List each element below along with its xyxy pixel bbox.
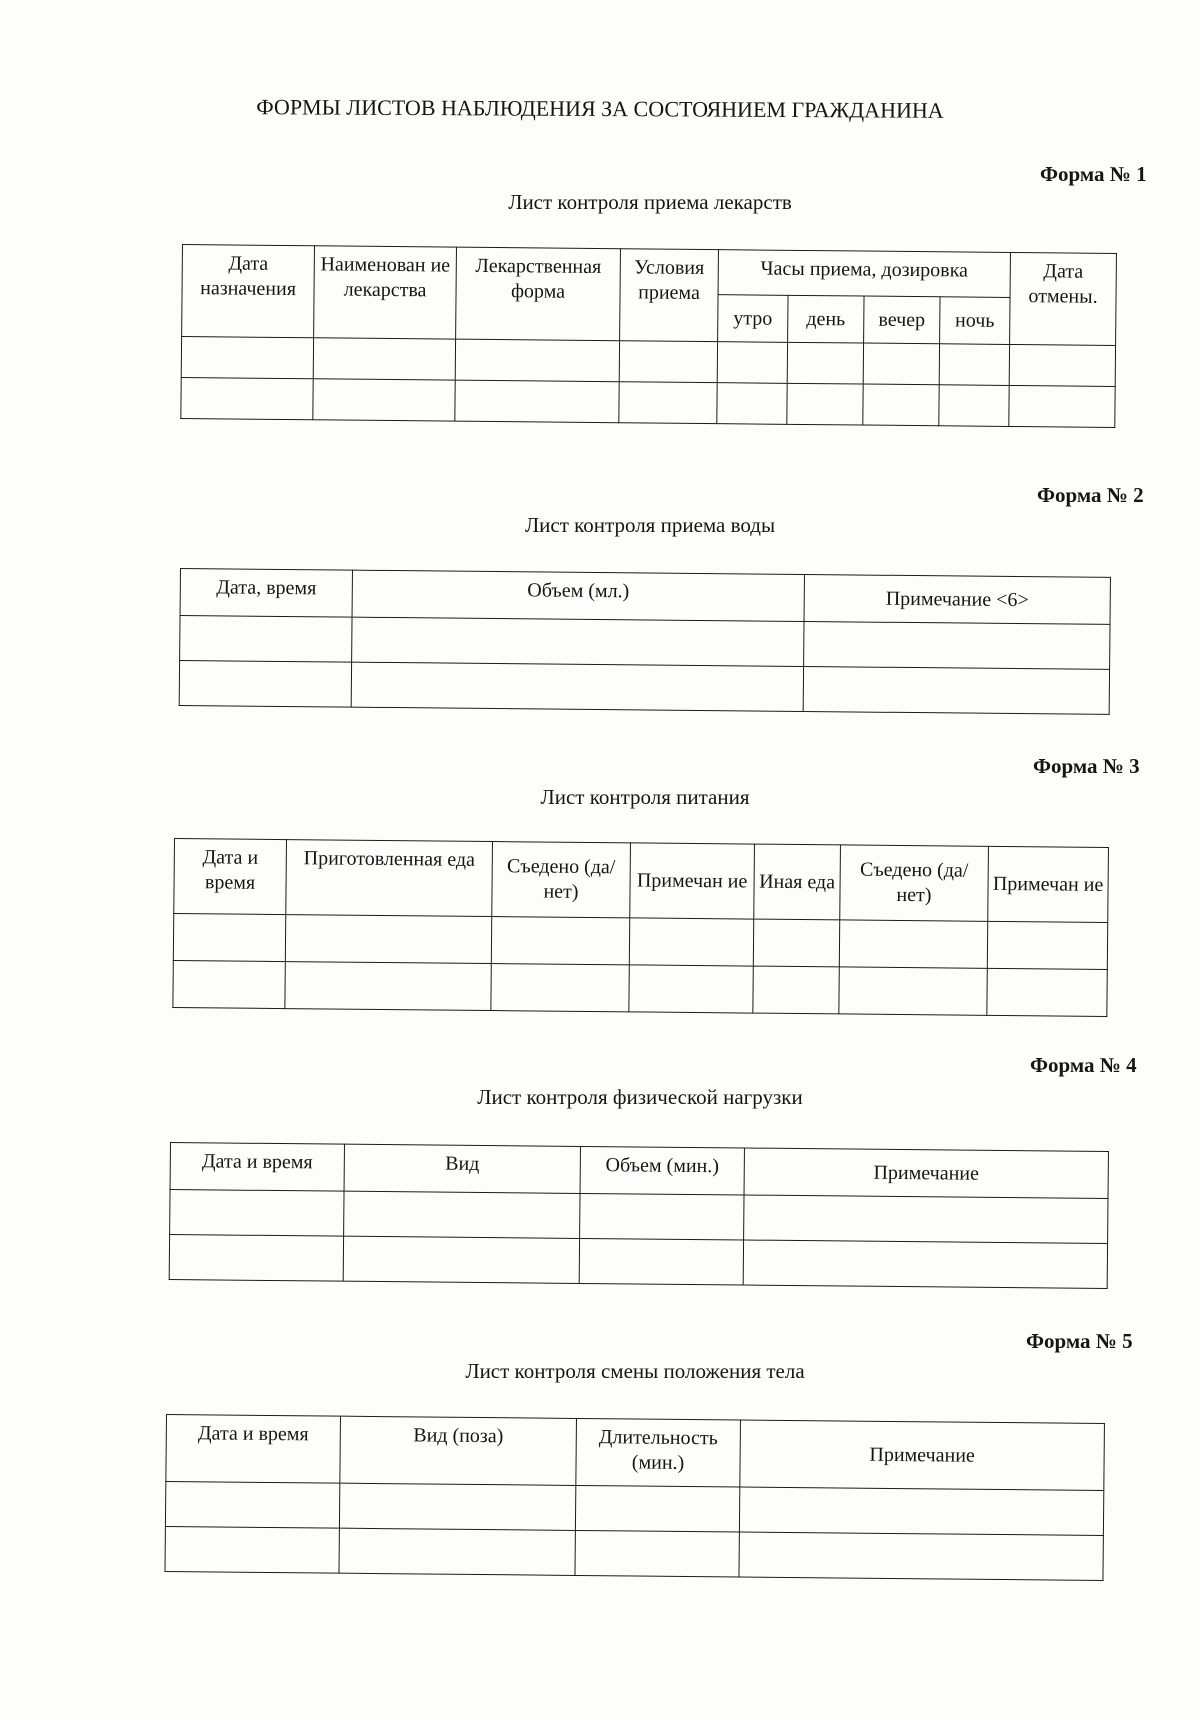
header-cell: Длительность (мин.) <box>576 1418 741 1487</box>
table-cell[interactable] <box>839 920 987 968</box>
table-row <box>179 661 1109 715</box>
form-2-number: Форма № 2 <box>1037 483 1144 507</box>
form-2-table <box>179 568 1111 715</box>
table-cell[interactable] <box>313 379 455 421</box>
table-cell[interactable] <box>744 1195 1108 1243</box>
table-cell[interactable] <box>987 921 1107 969</box>
subheader-cell: вечер <box>864 296 940 344</box>
table-cell[interactable] <box>804 621 1110 669</box>
header-cell: Дата и время <box>174 839 287 915</box>
table-cell[interactable] <box>179 661 351 708</box>
table-cell[interactable] <box>863 343 939 385</box>
table-cell[interactable] <box>717 383 787 425</box>
header-cell: Съедено (да/нет) <box>492 842 631 918</box>
header-cell: Дата назначения <box>182 245 315 338</box>
table-cell[interactable] <box>165 1526 339 1573</box>
table-cell[interactable] <box>343 1236 579 1283</box>
header-cell: Вид <box>344 1144 580 1193</box>
form-5-table <box>164 1414 1104 1581</box>
table-cell[interactable] <box>939 385 1009 427</box>
table-cell[interactable] <box>619 341 717 383</box>
header-cell: Дата, время <box>180 569 352 618</box>
subheader-cell: утро <box>718 295 788 343</box>
table-cell[interactable] <box>165 1482 339 1529</box>
table-cell[interactable] <box>739 1532 1103 1580</box>
table-cell[interactable] <box>170 1190 344 1237</box>
header-cell: Наименован ие лекарства <box>314 246 457 339</box>
table-cell[interactable] <box>285 915 491 964</box>
table-cell[interactable] <box>575 1530 739 1577</box>
table-cell[interactable] <box>629 965 753 1013</box>
table-cell[interactable] <box>579 1238 743 1285</box>
header-cell: Примечание <box>744 1148 1108 1198</box>
table-row <box>165 1526 1103 1580</box>
table-cell[interactable] <box>787 383 863 425</box>
header-cell: Дата отмены. <box>1010 252 1117 345</box>
table-cell[interactable] <box>491 917 629 965</box>
header-cell: Дата и время <box>166 1415 341 1484</box>
header-cell: Лекарственная форма <box>456 247 621 341</box>
form-3-number: Форма № 3 <box>1033 754 1140 778</box>
page-title: ФОРМЫ ЛИСТОВ НАБЛЮДЕНИЯ ЗА СОСТОЯНИЕМ ГРАЖДАНИНА <box>256 94 944 123</box>
table-cell[interactable] <box>351 662 803 711</box>
table-cell[interactable] <box>717 342 787 384</box>
table-cell[interactable] <box>455 339 619 382</box>
table-cell[interactable] <box>839 967 987 1015</box>
subheader-cell: день <box>788 295 864 343</box>
form-1-number: Форма № 1 <box>1040 162 1147 186</box>
table-cell[interactable] <box>181 337 313 379</box>
table-cell[interactable] <box>939 344 1009 386</box>
table-cell[interactable] <box>344 1191 580 1238</box>
form-4-table <box>169 1142 1109 1289</box>
table-cell[interactable] <box>629 918 753 966</box>
header-cell: Примечан ие <box>988 846 1109 922</box>
form-5-number: Форма № 5 <box>1026 1329 1133 1353</box>
table-cell[interactable] <box>575 1485 739 1532</box>
form-2-title: Лист контроля приема воды <box>524 513 776 537</box>
header-cell: Примечан ие <box>630 843 755 919</box>
header-cell: Примечание <6> <box>804 574 1110 624</box>
table-row <box>173 960 1107 1016</box>
table-cell[interactable] <box>339 1528 575 1575</box>
header-cell: Условия приема <box>620 249 719 342</box>
header-cell: Объем (мин.) <box>580 1146 744 1195</box>
table-cell[interactable] <box>181 377 313 419</box>
table-cell[interactable] <box>1009 344 1115 386</box>
header-cell: Часы приема, дозировка <box>718 250 1010 298</box>
header-cell: Примечание <box>740 1420 1105 1490</box>
header-cell: Съедено (да/нет) <box>840 845 989 921</box>
header-cell: Объем (мл.) <box>352 570 804 621</box>
header-cell: Иная еда <box>754 844 841 920</box>
table-cell[interactable] <box>491 964 629 1012</box>
header-cell: Дата и время <box>170 1143 344 1192</box>
form-3-table <box>172 838 1109 1017</box>
table-cell[interactable] <box>580 1193 744 1240</box>
form-4-number: Форма № 4 <box>1030 1053 1137 1077</box>
table-cell[interactable] <box>753 966 839 1014</box>
table-cell[interactable] <box>455 380 619 423</box>
table-cell[interactable] <box>285 962 491 1011</box>
table-cell[interactable] <box>619 382 717 424</box>
table-row <box>181 377 1115 427</box>
form-1-title: Лист контроля приема лекарств <box>508 190 792 214</box>
table-cell[interactable] <box>352 617 804 666</box>
header-cell: Вид (поза) <box>340 1416 577 1485</box>
table-cell[interactable] <box>180 616 352 663</box>
table-cell[interactable] <box>753 919 839 967</box>
table-cell[interactable] <box>739 1487 1103 1535</box>
subheader-cell: ночь <box>940 297 1010 345</box>
form-4-title: Лист контроля физической нагрузки <box>477 1085 803 1109</box>
table-row <box>169 1235 1107 1289</box>
table-cell[interactable] <box>1009 385 1115 427</box>
table-cell[interactable] <box>787 342 863 384</box>
form-1-table <box>180 244 1117 428</box>
table-cell[interactable] <box>169 1235 343 1282</box>
table-cell[interactable] <box>987 968 1107 1016</box>
table-cell[interactable] <box>339 1483 575 1530</box>
table-cell[interactable] <box>863 384 939 426</box>
table-cell[interactable] <box>803 666 1109 714</box>
form-3-title: Лист контроля питания <box>540 785 750 809</box>
table-cell[interactable] <box>313 338 455 380</box>
header-cell: Приготовленная еда <box>286 840 493 917</box>
table-cell[interactable] <box>743 1240 1107 1288</box>
table-cell[interactable] <box>173 914 285 962</box>
table-cell[interactable] <box>173 960 285 1008</box>
form-5-title: Лист контроля смены положения тела <box>465 1359 805 1383</box>
